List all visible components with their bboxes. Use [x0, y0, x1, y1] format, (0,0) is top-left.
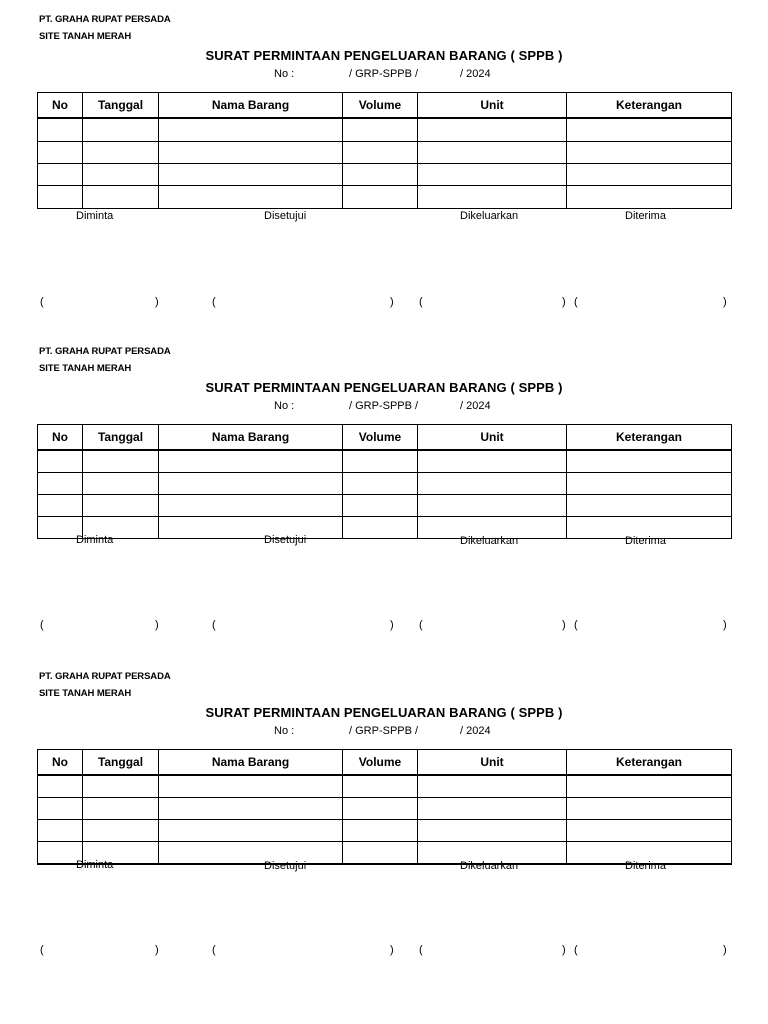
signature-label-diminta: Diminta: [76, 859, 114, 871]
table-cell[interactable]: [418, 141, 567, 163]
table-cell[interactable]: [83, 186, 159, 209]
signature-label-diterima: Diterima: [625, 210, 666, 222]
header-volume: Volume: [343, 425, 418, 451]
signature-paren-open: (: [40, 619, 44, 631]
form-title: SURAT PERMINTAAN PENGELUARAN BARANG ( SPPB ): [205, 48, 563, 63]
signature-paren-open: (: [419, 296, 423, 308]
header-keterangan: Keterangan: [567, 750, 732, 776]
signature-label-disetujui: Disetujui: [264, 860, 307, 872]
table-row: [38, 141, 732, 163]
signature-paren-open: (: [212, 944, 216, 956]
table-cell[interactable]: [159, 450, 343, 473]
items-table: [37, 424, 732, 539]
table-row: [38, 495, 732, 517]
table-cell[interactable]: [567, 495, 732, 517]
table-cell[interactable]: [38, 118, 83, 141]
table-cell[interactable]: [83, 775, 159, 798]
signature-paren-close: ): [390, 619, 394, 631]
table-cell[interactable]: [38, 186, 83, 209]
signature-label-disetujui: Disetujui: [264, 210, 307, 222]
table-cell[interactable]: [343, 495, 418, 517]
table-cell[interactable]: [418, 163, 567, 185]
signature-label-disetujui: Disetujui: [264, 534, 307, 546]
table-cell[interactable]: [567, 820, 732, 842]
header-volume: Volume: [343, 750, 418, 776]
header-keterangan: Keterangan: [567, 425, 732, 451]
table-cell[interactable]: [567, 775, 732, 798]
table-cell[interactable]: [567, 450, 732, 473]
table-cell[interactable]: [159, 842, 343, 865]
table-cell[interactable]: [418, 473, 567, 495]
signature-paren-close: ): [562, 619, 566, 631]
header-tanggal: Tanggal: [83, 425, 159, 451]
table-row: [38, 798, 732, 820]
signature-label-dikeluarkan: Dikeluarkan: [460, 210, 519, 222]
signature-paren-open: (: [40, 944, 44, 956]
table-row: [38, 163, 732, 185]
header-nama-barang: Nama Barang: [159, 750, 343, 776]
header-tanggal: Tanggal: [83, 93, 159, 119]
header-no: No: [38, 93, 83, 119]
signature-paren-close: ): [155, 619, 159, 631]
signature-label-dikeluarkan: Dikeluarkan: [460, 535, 519, 547]
number-year: / 2024: [460, 400, 491, 412]
table-cell[interactable]: [567, 163, 732, 185]
table-row: [38, 186, 732, 209]
table-cell[interactable]: [567, 186, 732, 209]
table-cell[interactable]: [38, 473, 83, 495]
number-label: No :: [274, 68, 295, 80]
items-table: [37, 749, 732, 865]
site-name: SITE TANAH MERAH: [39, 688, 132, 699]
site-name: SITE TANAH MERAH: [39, 31, 132, 42]
signature-paren-open: (: [574, 944, 578, 956]
table-cell[interactable]: [343, 517, 418, 539]
table-cell[interactable]: [567, 473, 732, 495]
number-label: No :: [274, 400, 295, 412]
signature-paren-close: ): [155, 944, 159, 956]
table-header-row: [38, 425, 732, 451]
number-year: / 2024: [460, 725, 491, 737]
table-cell[interactable]: [343, 775, 418, 798]
table-cell[interactable]: [343, 842, 418, 865]
site-name: SITE TANAH MERAH: [39, 363, 132, 374]
signature-paren-open: (: [40, 296, 44, 308]
table-cell[interactable]: [38, 820, 83, 842]
signature-label-dikeluarkan: Dikeluarkan: [460, 860, 519, 872]
signature-label-diminta: Diminta: [76, 534, 114, 546]
header-no: No: [38, 425, 83, 451]
table-cell[interactable]: [418, 450, 567, 473]
company-name: PT. GRAHA RUPAT PERSADA: [39, 671, 171, 682]
number-label: No :: [274, 725, 295, 737]
table-cell[interactable]: [343, 186, 418, 209]
table-cell[interactable]: [567, 118, 732, 141]
sppb-form-1: [0, 0, 768, 330]
table-cell[interactable]: [418, 495, 567, 517]
header-nama-barang: Nama Barang: [159, 425, 343, 451]
table-cell[interactable]: [343, 820, 418, 842]
signature-paren-close: ): [723, 619, 727, 631]
header-nama-barang: Nama Barang: [159, 93, 343, 119]
table-row: [38, 118, 732, 141]
table-cell[interactable]: [159, 118, 343, 141]
table-cell[interactable]: [38, 141, 83, 163]
signature-paren-open: (: [419, 944, 423, 956]
table-cell[interactable]: [159, 517, 343, 539]
company-name: PT. GRAHA RUPAT PERSADA: [39, 14, 171, 25]
table-cell[interactable]: [38, 163, 83, 185]
table-cell[interactable]: [159, 798, 343, 820]
table-cell[interactable]: [38, 798, 83, 820]
table-cell[interactable]: [343, 118, 418, 141]
table-cell[interactable]: [83, 118, 159, 141]
table-header-row: [38, 750, 732, 776]
table-cell[interactable]: [567, 798, 732, 820]
signature-paren-open: (: [212, 296, 216, 308]
signature-paren-open: (: [212, 619, 216, 631]
signature-paren-close: ): [155, 296, 159, 308]
table-cell[interactable]: [418, 798, 567, 820]
table-cell[interactable]: [83, 798, 159, 820]
table-cell[interactable]: [418, 820, 567, 842]
table-cell[interactable]: [567, 141, 732, 163]
table-cell[interactable]: [343, 450, 418, 473]
signature-paren-open: (: [574, 296, 578, 308]
signature-paren-close: ): [723, 296, 727, 308]
table-cell[interactable]: [83, 163, 159, 185]
table-cell[interactable]: [38, 775, 83, 798]
table-row: [38, 473, 732, 495]
signature-paren-open: (: [419, 619, 423, 631]
table-header-row: [38, 93, 732, 119]
form-title: SURAT PERMINTAAN PENGELUARAN BARANG ( SPPB ): [205, 705, 563, 720]
header-unit: Unit: [418, 425, 567, 451]
header-keterangan: Keterangan: [567, 93, 732, 119]
table-row: [38, 820, 732, 842]
signature-paren-close: ): [390, 296, 394, 308]
sppb-form-3: [0, 657, 768, 987]
signature-paren-close: ): [390, 944, 394, 956]
table-cell[interactable]: [83, 450, 159, 473]
table-cell[interactable]: [418, 186, 567, 209]
table-row: [38, 775, 732, 798]
signature-label-diterima: Diterima: [625, 535, 666, 547]
number-code: / GRP-SPPB /: [349, 68, 419, 80]
signature-paren-close: ): [562, 296, 566, 308]
table-cell[interactable]: [343, 798, 418, 820]
table-cell[interactable]: [83, 820, 159, 842]
items-table: [37, 92, 732, 209]
table-cell[interactable]: [159, 163, 343, 185]
table-cell[interactable]: [159, 186, 343, 209]
table-cell[interactable]: [38, 495, 83, 517]
header-tanggal: Tanggal: [83, 750, 159, 776]
signature-label-diminta: Diminta: [76, 210, 114, 222]
table-cell[interactable]: [159, 495, 343, 517]
table-cell[interactable]: [159, 473, 343, 495]
table-cell[interactable]: [83, 495, 159, 517]
table-cell[interactable]: [418, 775, 567, 798]
header-volume: Volume: [343, 93, 418, 119]
company-name: PT. GRAHA RUPAT PERSADA: [39, 346, 171, 357]
table-cell[interactable]: [159, 775, 343, 798]
header-unit: Unit: [418, 93, 567, 119]
table-cell[interactable]: [343, 141, 418, 163]
table-cell[interactable]: [38, 450, 83, 473]
table-cell[interactable]: [83, 141, 159, 163]
number-code: / GRP-SPPB /: [349, 725, 419, 737]
form-title: SURAT PERMINTAAN PENGELUARAN BARANG ( SPPB ): [205, 380, 563, 395]
table-cell[interactable]: [159, 820, 343, 842]
table-cell[interactable]: [343, 163, 418, 185]
header-no: No: [38, 750, 83, 776]
table-cell[interactable]: [418, 118, 567, 141]
number-year: / 2024: [460, 68, 491, 80]
table-row: [38, 450, 732, 473]
signature-paren-close: ): [562, 944, 566, 956]
signature-paren-open: (: [574, 619, 578, 631]
signature-paren-close: ): [723, 944, 727, 956]
table-cell[interactable]: [343, 473, 418, 495]
sppb-form-2: [0, 332, 768, 662]
header-unit: Unit: [418, 750, 567, 776]
signature-label-diterima: Diterima: [625, 860, 666, 872]
table-cell[interactable]: [83, 473, 159, 495]
table-cell[interactable]: [159, 141, 343, 163]
number-code: / GRP-SPPB /: [349, 400, 419, 412]
